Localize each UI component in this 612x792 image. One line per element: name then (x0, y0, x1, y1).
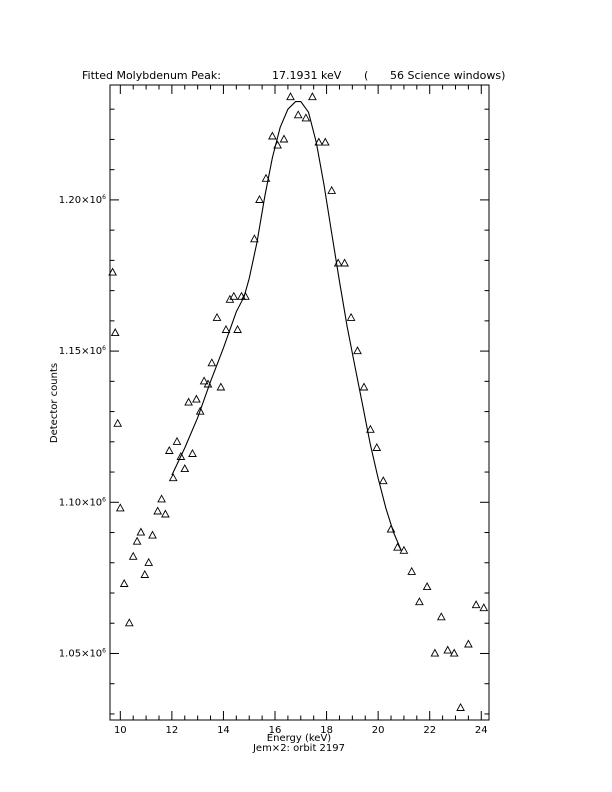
data-point (373, 444, 380, 451)
data-point (166, 447, 173, 454)
data-point (170, 474, 177, 481)
data-point (451, 650, 458, 657)
data-point (280, 135, 287, 142)
data-point (145, 559, 152, 566)
data-point (480, 604, 487, 611)
fit-curve (172, 102, 401, 551)
data-point (137, 529, 144, 536)
data-point (173, 438, 180, 445)
data-point (287, 93, 294, 100)
x-tick-label: 18 (320, 725, 333, 736)
y-axis-label: Detector counts (49, 362, 60, 444)
data-point (185, 399, 192, 406)
data-point (424, 583, 431, 590)
chart-title-value: 17.1931 keV (272, 69, 342, 82)
x-axis-label: Energy (keV) (266, 733, 332, 744)
y-tick-label: $1.05\times 10^6$ (58, 647, 106, 660)
data-point (222, 326, 229, 333)
x-tick-label: 16 (268, 725, 282, 736)
x-tick-label: 10 (113, 725, 127, 736)
data-point (465, 640, 472, 647)
chart-title-paren: ( (364, 69, 369, 82)
data-point (431, 650, 438, 657)
data-point (126, 619, 133, 626)
data-point (141, 571, 148, 578)
data-point (117, 504, 124, 511)
chart-title-windows: 56 Science windows) (390, 69, 506, 82)
data-point (208, 359, 215, 366)
data-point (444, 647, 451, 654)
data-point (149, 532, 156, 539)
data-point (256, 196, 263, 203)
data-point (360, 383, 367, 390)
data-point (348, 314, 355, 321)
plot-frame (110, 85, 489, 720)
x-axis-ticks (114, 85, 488, 736)
data-point (457, 704, 464, 711)
x-tick-label: 20 (371, 725, 385, 736)
x-tick-label: 14 (217, 725, 230, 736)
data-point (438, 613, 445, 620)
x-tick-label: 24 (474, 725, 488, 736)
footer-label: Jem×2: orbit 2197 (252, 743, 346, 754)
data-point (162, 510, 169, 517)
chart-title-left: Fitted Molybdenum Peak: (82, 69, 221, 82)
y-tick-label: $1.10\times 10^6$ (58, 496, 106, 509)
data-point (408, 568, 415, 575)
data-point (322, 139, 329, 146)
data-point (112, 329, 119, 336)
data-point (114, 420, 121, 427)
data-point (134, 538, 141, 545)
data-point (158, 495, 165, 502)
data-points-layer (109, 93, 487, 710)
data-point (302, 114, 309, 121)
data-point (193, 396, 200, 403)
y-tick-label: $1.20\times 10^6$ (58, 193, 106, 206)
data-point (380, 477, 387, 484)
y-axis-ticks (59, 109, 489, 714)
data-point (181, 465, 188, 472)
data-point (154, 507, 161, 514)
data-point (295, 111, 302, 118)
x-tick-label: 22 (423, 725, 437, 736)
fit-curve-layer (172, 102, 401, 551)
data-point (130, 553, 137, 560)
y-tick-label: $1.15\times 10^6$ (58, 345, 106, 358)
data-point (189, 450, 196, 457)
data-point (341, 259, 348, 266)
data-point (213, 314, 220, 321)
data-point (217, 383, 224, 390)
data-point (234, 326, 241, 333)
data-point (473, 601, 480, 608)
data-point (121, 580, 128, 587)
data-point (328, 187, 335, 194)
x-tick-label: 12 (165, 725, 179, 736)
data-point (269, 132, 276, 139)
data-point (416, 598, 423, 605)
data-point (354, 347, 361, 354)
data-point (309, 93, 316, 100)
